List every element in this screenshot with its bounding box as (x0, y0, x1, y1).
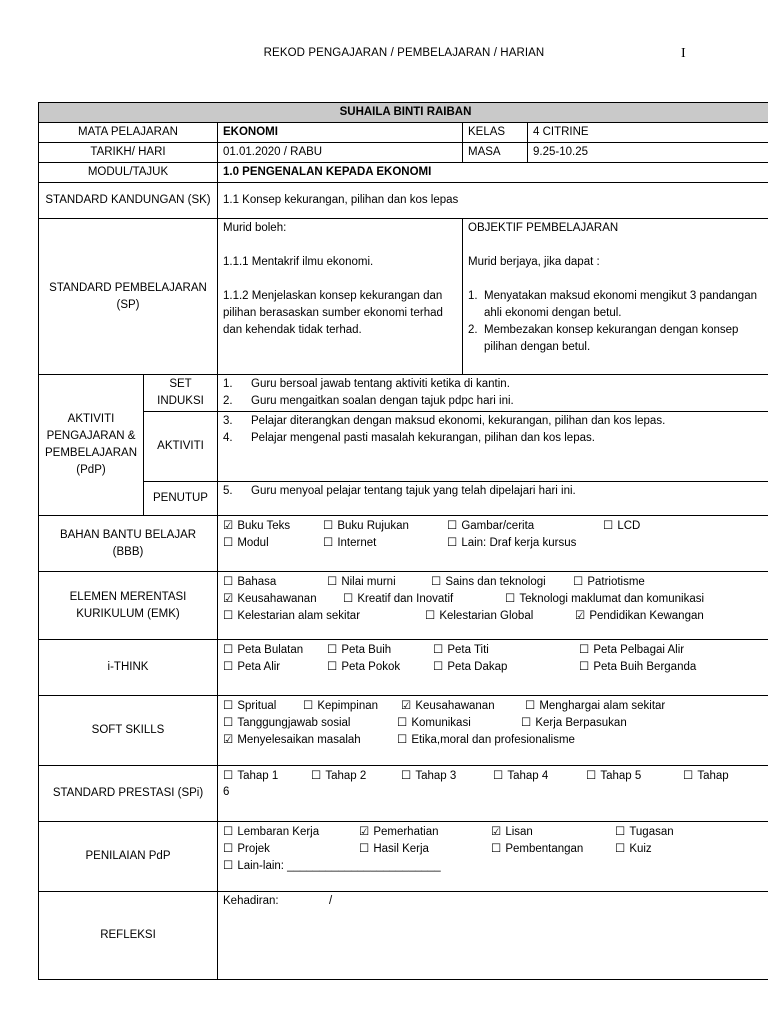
penutup-list (223, 483, 767, 500)
unchecked-box-icon: ☐ (521, 715, 532, 729)
unchecked-box-icon: ☐ (401, 768, 412, 782)
unchecked-box-icon: ☐ (303, 698, 314, 712)
unchecked-box-icon: ☐ (223, 715, 234, 729)
unchecked-box-icon: ☐ (683, 768, 694, 782)
masa-label: MASA (463, 143, 528, 163)
penutup-item-5: 5. Guru menyoal pelajar tentang tajuk yang telah dipelajari hari ini. (223, 485, 576, 497)
pdp-penutup-row (39, 482, 768, 516)
unchecked-box-icon: ☐ (223, 858, 234, 872)
bbb-row (39, 516, 768, 572)
sp-item-1: 1.1.1 Mentakrif ilmu ekonomi. (223, 256, 374, 268)
spi-option[interactable]: ☐ Tahap 5 (586, 768, 642, 782)
date-row (39, 143, 768, 163)
mata-pelajaran-label: MATA PELAJARAN (39, 123, 218, 143)
unchecked-box-icon: ☐ (223, 642, 234, 656)
refleksi-row (39, 892, 768, 980)
soft-skill-option[interactable]: ☐ Kepimpinan (303, 698, 379, 712)
ithink-option[interactable]: ☐ Peta Pelbagai Alir (579, 642, 685, 656)
modul-value: 1.0 PENGENALAN KEPADA EKONOMI (218, 163, 768, 183)
emk-option[interactable]: ☐ Teknologi maklumat dan komunikasi (505, 591, 705, 605)
set-induksi-label: SET INDUKSI (144, 375, 218, 412)
checked-box-icon: ☑ (491, 824, 502, 838)
penilaian-option[interactable]: ☐ Tugasan (615, 824, 674, 838)
objektif-list (468, 288, 767, 356)
penilaian-option[interactable]: ☐ Projek (223, 841, 270, 855)
soft-skill-option[interactable]: ☐ Kerja Berpasukan (521, 715, 627, 729)
spi-option[interactable]: ☐ Tahap 4 (493, 768, 549, 782)
soft-skill-option[interactable]: ☐ Spritual (223, 698, 277, 712)
set-induksi-content (218, 375, 768, 412)
ithink-option[interactable]: ☐ Peta Dakap (433, 659, 508, 673)
unchecked-box-icon: ☐ (433, 642, 444, 656)
emk-option[interactable]: ☐ Kreatif dan Inovatif (343, 591, 454, 605)
penilaian-label: PENILAIAN PdP (39, 822, 218, 892)
tarikh-label: TARIKH/ HARI (39, 143, 218, 163)
soft-skill-option[interactable]: ☑ Menyelesaikan masalah (223, 732, 361, 746)
aktiviti-item-4: 4. Pelajar mengenal pasti masalah kekurangan, pilihan dan kos lepas. (223, 432, 595, 444)
unchecked-box-icon: ☐ (425, 608, 436, 622)
unchecked-box-icon: ☐ (491, 841, 502, 855)
unchecked-box-icon: ☐ (223, 574, 234, 588)
unchecked-box-icon: ☐ (223, 535, 234, 549)
unchecked-box-icon: ☐ (223, 824, 234, 838)
emk-option[interactable]: ☐ Bahasa (223, 574, 277, 588)
unchecked-box-icon: ☐ (433, 659, 444, 673)
sk-label: STANDARD KANDUNGAN (SK) (39, 183, 218, 219)
soft-skills-label: SOFT SKILLS (39, 696, 218, 766)
unchecked-box-icon: ☐ (615, 824, 626, 838)
bbb-option[interactable]: ☑ Buku Teks (223, 518, 291, 532)
emk-options (218, 572, 768, 640)
bbb-option[interactable]: ☐ Buku Rujukan (323, 518, 409, 532)
unchecked-box-icon: ☐ (397, 715, 408, 729)
ithink-options (218, 640, 768, 696)
teacher-row (39, 103, 768, 123)
emk-label: ELEMEN MERENTASI KURIKULUM (EMK) (39, 572, 218, 640)
checked-box-icon: ☑ (401, 698, 412, 712)
emk-option[interactable]: ☐ Kelestarian alam sekitar (223, 608, 361, 622)
ithink-row (39, 640, 768, 696)
unchecked-box-icon: ☐ (223, 608, 234, 622)
soft-skill-option[interactable]: ☑ Keusahawanan (401, 698, 495, 712)
penilaian-option[interactable]: ☑ Lisan (491, 824, 533, 838)
unchecked-box-icon: ☐ (327, 642, 338, 656)
soft-skill-option[interactable]: ☐ Tanggungjawab sosial (223, 715, 351, 729)
penilaian-option[interactable]: ☐ Lain-lain: ________________________ (223, 858, 441, 872)
penilaian-option[interactable]: ☐ Hasil Kerja (359, 841, 429, 855)
penutup-content (218, 482, 768, 516)
penilaian-row (39, 822, 768, 892)
spi-row (39, 766, 768, 822)
emk-option[interactable]: ☐ Sains dan teknologi (431, 574, 546, 588)
unchecked-box-icon: ☐ (323, 518, 334, 532)
objektif-title: OBJEKTIF PEMBELAJARAN (468, 222, 619, 234)
modul-row (39, 163, 768, 183)
sp-content (218, 219, 463, 375)
unchecked-box-icon: ☐ (223, 659, 234, 673)
unchecked-box-icon: ☐ (615, 841, 626, 855)
sp-item-2: 1.1.2 Menjelaskan konsep kekurangan dan pilihan berasaskan sumber ekonomi terhad dan kehendak tidak terhad. (223, 290, 443, 336)
unchecked-box-icon: ☐ (493, 768, 504, 782)
set-induksi-item-1: 1. Guru bersoal jawab tentang aktiviti ketika di kantin. (223, 378, 510, 390)
bbb-option[interactable]: ☐ LCD (603, 518, 641, 532)
refleksi-content (218, 892, 768, 980)
unchecked-box-icon: ☐ (579, 642, 590, 656)
unchecked-box-icon: ☐ (447, 535, 458, 549)
ithink-option[interactable]: ☐ Peta Pokok (327, 659, 401, 673)
aktiviti-list (223, 413, 767, 447)
spi-option[interactable]: ☐ Tahap 2 (311, 768, 367, 782)
emk-option[interactable]: ☐ Kelestarian Global (425, 608, 534, 622)
unchecked-box-icon: ☐ (603, 518, 614, 532)
spi-wrap-text: 6 (223, 786, 230, 798)
penilaian-option[interactable]: ☐ Pembentangan (491, 841, 584, 855)
spi-options (218, 766, 768, 822)
penilaian-option[interactable]: ☐ Kuiz (615, 841, 652, 855)
emk-row (39, 572, 768, 640)
ithink-option[interactable]: ☐ Peta Buih (327, 642, 392, 656)
objektif-intro: Murid berjaya, jika dapat : (468, 256, 600, 268)
sp-intro: Murid boleh: (223, 222, 287, 234)
checked-box-icon: ☑ (575, 608, 586, 622)
page-mark: I (681, 46, 686, 61)
emk-option[interactable]: ☐ Nilai murni (327, 574, 396, 588)
checked-box-icon: ☑ (223, 732, 234, 746)
unchecked-box-icon: ☐ (447, 518, 458, 532)
spi-option[interactable]: ☐ Tahap (683, 768, 729, 782)
objektif-item-2: 2. Membezakan konsep kekurangan dengan konsep pilihan dengan betul. (468, 324, 739, 353)
unchecked-box-icon: ☐ (311, 768, 322, 782)
lesson-record-table (38, 102, 768, 980)
mata-pelajaran-value: EKONOMI (218, 123, 463, 143)
bbb-label: BAHAN BANTU BELAJAR (BBB) (39, 516, 218, 572)
penilaian-option[interactable]: ☑ Pemerhatian (359, 824, 439, 838)
ithink-option[interactable]: ☐ Peta Titi (433, 642, 489, 656)
subject-row (39, 123, 768, 143)
modul-label: MODUL/TAJUK (39, 163, 218, 183)
unchecked-box-icon: ☐ (579, 659, 590, 673)
bbb-option[interactable]: ☐ Lain: Draf kerja kursus (447, 535, 577, 549)
unchecked-box-icon: ☐ (327, 659, 338, 673)
penilaian-options (218, 822, 768, 892)
soft-skill-option[interactable]: ☐ Menghargai alam sekitar (525, 698, 666, 712)
tarikh-value: 01.01.2020 / RABU (218, 143, 463, 163)
spi-option[interactable]: ☐ Tahap 1 (223, 768, 279, 782)
sk-value: 1.1 Konsep kekurangan, pilihan dan kos lepas (218, 183, 768, 219)
unchecked-box-icon: ☐ (586, 768, 597, 782)
set-induksi-list (223, 376, 767, 410)
pdp-label: AKTIVITI PENGAJARAN & PEMBELAJARAN (PdP) (39, 375, 144, 516)
kehadiran-label: Kehadiran: (223, 895, 279, 907)
penilaian-option[interactable]: ☐ Lembaran Kerja (223, 824, 320, 838)
ithink-option[interactable]: ☐ Peta Alir (223, 659, 281, 673)
spi-option[interactable]: ☐ Tahap 3 (401, 768, 457, 782)
unchecked-box-icon: ☐ (573, 574, 584, 588)
bbb-options (218, 516, 768, 572)
soft-skills-options (218, 696, 768, 766)
unchecked-box-icon: ☐ (323, 535, 334, 549)
unchecked-box-icon: ☐ (343, 591, 354, 605)
refleksi-label: REFLEKSI (39, 892, 218, 980)
spi-label: STANDARD PRESTASI (SPi) (39, 766, 218, 822)
teacher-name: SUHAILA BINTI RAIBAN (39, 103, 768, 123)
ithink-label: i-THINK (39, 640, 218, 696)
ithink-option[interactable]: ☐ Peta Buih Berganda (579, 659, 697, 673)
aktiviti-label: AKTIVITI (144, 412, 218, 482)
masa-value: 9.25-10.25 (528, 143, 768, 163)
unchecked-box-icon: ☐ (223, 768, 234, 782)
pdp-aktiviti-row (39, 412, 768, 482)
kelas-label: KELAS (463, 123, 528, 143)
kehadiran-separator: / (329, 895, 333, 907)
bbb-option[interactable]: ☐ Internet (323, 535, 377, 549)
soft-skill-option[interactable]: ☐ Etika,moral dan profesionalisme (397, 732, 575, 746)
unchecked-box-icon: ☐ (223, 698, 234, 712)
pdp-set-induksi-row (39, 375, 768, 412)
soft-skills-row (39, 696, 768, 766)
sk-row (39, 183, 768, 219)
unchecked-box-icon: ☐ (359, 841, 370, 855)
emk-option[interactable]: ☐ Patriotisme (573, 574, 645, 588)
checked-box-icon: ☑ (359, 824, 370, 838)
set-induksi-item-2: 2. Guru mengaitkan soalan dengan tajuk pdpc hari ini. (223, 395, 514, 407)
unchecked-box-icon: ☐ (327, 574, 338, 588)
checked-box-icon: ☑ (223, 518, 234, 532)
aktiviti-content (218, 412, 768, 482)
objektif-item-1: 1. Menyatakan maksud ekonomi mengikut 3 pandangan ahli ekonomi dengan betul. (468, 290, 757, 319)
sp-row (39, 219, 768, 375)
aktiviti-item-3: 3. Pelajar diterangkan dengan maksud ekonomi, kekurangan, pilihan dan kos lepas. (223, 415, 666, 427)
bbb-option[interactable]: ☐ Gambar/cerita (447, 518, 535, 532)
page-title: REKOD PENGAJARAN / PEMBELAJARAN / HARIAN (263, 47, 545, 59)
objektif-content (463, 219, 768, 375)
unchecked-box-icon: ☐ (525, 698, 536, 712)
unchecked-box-icon: ☐ (397, 732, 408, 746)
emk-option[interactable]: ☑ Pendidikan Kewangan (575, 608, 704, 622)
checked-box-icon: ☑ (223, 591, 234, 605)
unchecked-box-icon: ☐ (505, 591, 516, 605)
ithink-option[interactable]: ☐ Peta Bulatan (223, 642, 304, 656)
unchecked-box-icon: ☐ (223, 841, 234, 855)
bbb-option[interactable]: ☐ Modul (223, 535, 269, 549)
kelas-value: 4 CITRINE (528, 123, 768, 143)
soft-skill-option[interactable]: ☐ Komunikasi (397, 715, 471, 729)
emk-option[interactable]: ☑ Keusahawanan (223, 591, 317, 605)
sp-label: STANDARD PEMBELAJARAN (SP) (39, 219, 218, 375)
penutup-label: PENUTUP (144, 482, 218, 516)
unchecked-box-icon: ☐ (431, 574, 442, 588)
